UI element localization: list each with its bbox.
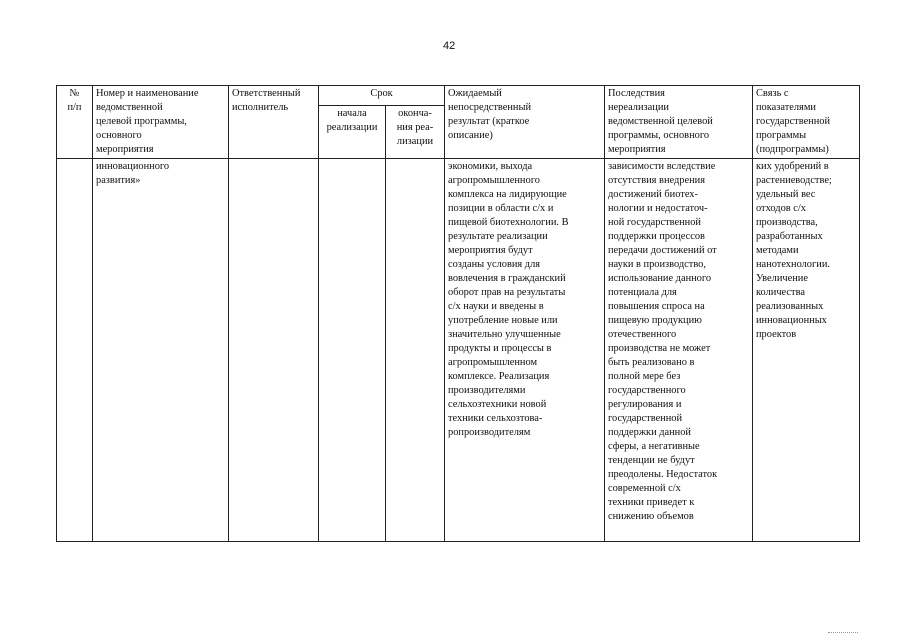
program-table bbox=[56, 85, 860, 542]
header-term-start: начала реализации bbox=[319, 106, 386, 159]
header-num: № п/п bbox=[57, 86, 93, 159]
cell-consequences: зависимости вследствие отсутствия внедрения достижений биотех- нологии и недостаточ- ной государственной поддержки процессов передачи достижений от науки в производство, использование данного потенциала для повышения спроса на пищевую продукцию отечественного производства не может быть реализовано в полной мере без государственного регулирования и государственной поддержки данной сферы, а негативные тенденции не будут преодолены. Недостаток современной с/х техники приведет к снижению объемов bbox=[605, 159, 753, 542]
cell-executor bbox=[229, 159, 319, 542]
header-term-end: оконча- ния реа- лизации bbox=[386, 106, 445, 159]
header-link-indicators: Связь с показателями государственной программы (подпрограммы) bbox=[753, 86, 860, 159]
cell-program: инновационного развития» bbox=[93, 159, 229, 542]
header-consequences: Последствия нереализации ведомственной целевой программы, основного мероприятия bbox=[605, 86, 753, 159]
header-term: Срок bbox=[319, 86, 445, 106]
page-number: 42 bbox=[443, 40, 456, 52]
cell-term-start bbox=[319, 159, 386, 542]
scan-mark bbox=[828, 632, 858, 637]
cell-link-indicators: ких удобрений в растениеводстве; удельный вес отходов с/х производства, разработанных методами нанотехнологии. Увеличение количества реализованных инновационных проектов bbox=[753, 159, 860, 542]
header-expected-result: Ожидаемый непосредственный результат (краткое описание) bbox=[445, 86, 605, 159]
cell-term-end bbox=[386, 159, 445, 542]
table-row bbox=[57, 159, 860, 542]
header-executor: Ответственный исполнитель bbox=[229, 86, 319, 159]
header-row bbox=[57, 86, 860, 106]
cell-expected-result: экономики, выхода агропромышленного комплекса на лидирующие позиции в области с/х и пищевой биотехнологии. В результате реализации мероприятия будут созданы условия для вовлечения в гражданский оборот прав на результаты с/х науки и введены в употребление новые или значительно улучшенные продукты и процессы в агропромышленном комплексе. Реализация производителями сельхозтехники новой техники сельхозтова- ропроизводителям bbox=[445, 159, 605, 542]
cell-num bbox=[57, 159, 93, 542]
header-program: Номер и наименование ведомственной целевой программы, основного мероприятия bbox=[93, 86, 229, 159]
